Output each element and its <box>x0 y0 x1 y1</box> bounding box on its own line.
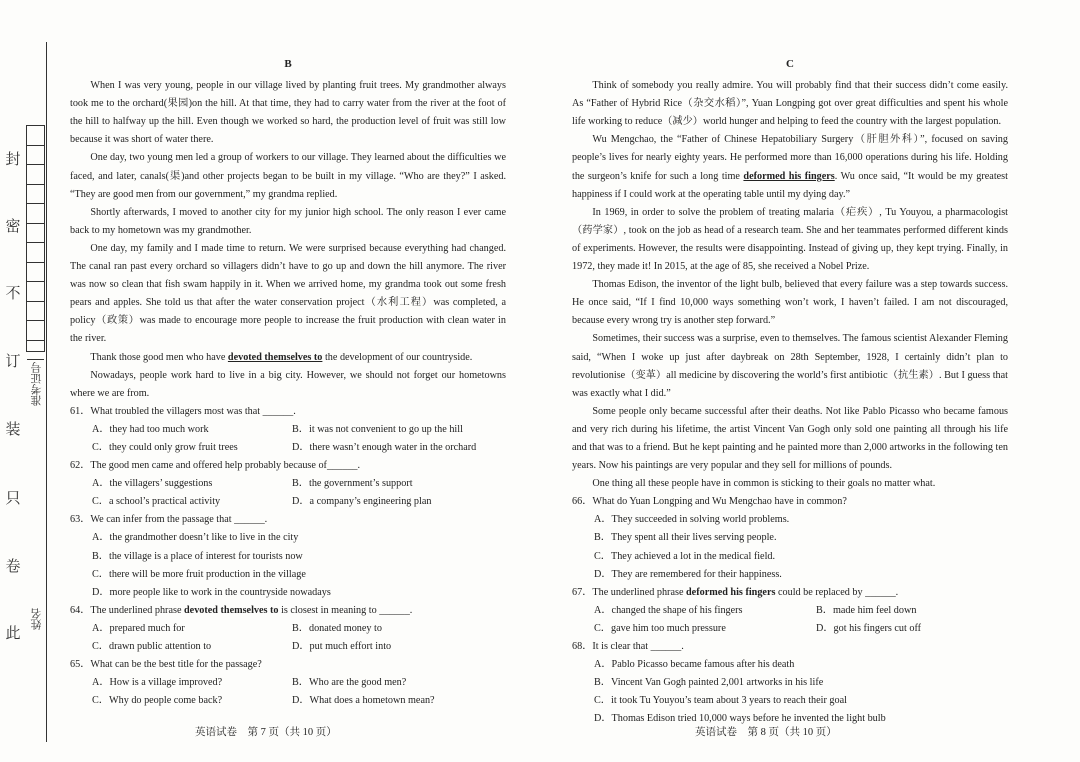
option[interactable]: A．prepared much for <box>92 622 185 634</box>
underlined-phrase: deformed his fingers <box>743 170 835 182</box>
underlined-phrase: devoted themselves to <box>227 351 323 363</box>
option[interactable]: B．Who are the good men? <box>292 677 407 689</box>
option[interactable]: D．put much effort into <box>292 641 392 652</box>
option[interactable]: B．the village is a place of interest for tourists now <box>92 550 303 562</box>
question-stem: 63．We can infer from the passage that ______. <box>70 514 268 526</box>
binding-line <box>46 42 47 742</box>
option[interactable]: B．it was not convenient to go up the hill <box>292 423 463 435</box>
seal-word: 只 <box>5 491 21 507</box>
seal-word: 装 <box>5 422 21 438</box>
option[interactable]: D．Thomas Edison tried 10,000 ways before he invented the light bulb <box>594 713 886 725</box>
paragraph: One day, my family and I made time to return. We were surprised because everything had changed. The canal ran past every orchard so villagers didn’t have to go up and down the hill anymore. The river was now so clean that fish swam happily in it. When we arrived home, my grandma took out some fresh pears and apples. She told us that after the water conservation project（水利工程）was completed, a policy（政策）was made to encourage more people to increase the fruit production with clean water in the river. <box>70 242 506 345</box>
paragraph: One day, two young men led a group of workers to our village. They learned about the difficulties we faced, and later, canals(渠)and other projects began to be built in my village. “Who are they?” I asked. “They are good men from our government,” my grandma replied. <box>70 152 506 200</box>
option[interactable]: A．They succeeded in solving world problems. <box>594 514 790 526</box>
question-stem: 66．What do Yuan Longping and Wu Mengchao have in common? <box>572 496 847 508</box>
option[interactable]: C．a school’s practical activity <box>92 496 221 508</box>
binding-margin <box>0 0 50 762</box>
options <box>70 674 506 710</box>
options <box>70 421 506 457</box>
option[interactable]: D．got his fingers cut off <box>816 622 922 634</box>
option[interactable]: A．the grandmother doesn’t like to live in the city <box>92 532 299 544</box>
paragraph: In 1969, in order to solve the problem of treating malaria（疟疾）, Tu Youyou, a pharmacologist（药学家）, took on the job as head of a research team. She and her teammates performed different kinds of experiments. However, the results were disappointing. Instead of giving up, they kept trying. Finally, in 1972, they made it! In 2015, at the age of 85, she received a Nobel Prize. <box>572 206 1008 273</box>
seal-word: 封 <box>5 152 21 168</box>
option[interactable]: D．more people like to work in the countryside nowadays <box>92 586 331 598</box>
options <box>70 620 506 656</box>
option[interactable]: C．they could only grow fruit trees <box>92 441 238 453</box>
page-footer-left: 英语试卷 第 7 页（共 10 页） <box>195 727 337 738</box>
paragraph: Thomas Edison, the inventor of the light bulb, believed that every failure was a step towards success. He once said, “If I find 10,000 ways something won’t work, I haven’t failed. I am not discouraged, because every wrong try is another step forward.” <box>572 279 1008 327</box>
question-stem: 62．The good men came and offered help probably because of______. <box>70 460 361 472</box>
option[interactable]: C．gave him too much pressure <box>594 622 726 634</box>
option[interactable]: B．Vincent Van Gogh painted 2,001 artworks in his life <box>594 677 824 689</box>
option[interactable]: C．drawn public attention to <box>92 641 212 652</box>
option[interactable]: D．a company’s engineering plan <box>292 496 432 508</box>
options <box>70 475 506 511</box>
option[interactable]: A．they had too much work <box>92 423 209 435</box>
page-footer-right: 英语试卷 第 8 页（共 10 页） <box>695 727 837 738</box>
option[interactable]: A．changed the shape of his fingers <box>594 604 743 616</box>
option[interactable]: B．donated money to <box>292 622 382 634</box>
paragraph: Nowadays, people work hard to live in a big city. However, we should not forget our hometowns where we are from. <box>70 369 506 399</box>
paragraph: One thing all these people have in common is sticking to their goals no matter what. <box>592 478 936 490</box>
option[interactable]: A．How is a village improved? <box>92 677 223 689</box>
paragraph: Wu Mengchao, the “Father of Chinese Hepatobiliary Surgery（肝胆外科）”, focused on saving people’s lives for nearly eighty years. He performed more than 16,000 operations during his life. Holding the surgeon’s knife for such a long time deformed his fingers. Wu once said, “It would be my greatest happiness if I could work at the operating table until my dying day.” <box>572 134 1008 200</box>
option[interactable]: D．They are remembered for their happiness. <box>594 568 782 580</box>
exam-number-label: 准考证号 <box>31 362 43 406</box>
section-title: B <box>284 58 292 70</box>
option[interactable]: D．there wasn’t enough water in the orchard <box>292 441 477 453</box>
option[interactable]: C．it took Tu Youyou’s team about 3 years to reach their goal <box>594 695 847 707</box>
seal-word: 卷 <box>5 559 21 575</box>
option[interactable]: B．made him feel down <box>816 604 917 616</box>
seal-word: 不 <box>5 286 21 302</box>
option[interactable]: B．They spent all their lives serving people. <box>594 532 777 544</box>
options <box>572 602 1008 638</box>
option[interactable]: B．the government’s support <box>292 478 413 490</box>
section-title: C <box>786 58 794 70</box>
exam-number-boxes[interactable] <box>26 125 45 352</box>
option[interactable]: A．Pablo Picasso became famous after his death <box>594 659 795 671</box>
name-label: 姓名 <box>31 608 43 630</box>
passage-c-column <box>572 55 1008 728</box>
option[interactable]: C．there will be more fruit production in the village <box>92 568 306 580</box>
paragraph: Some people only became successful after their deaths. Not like Pablo Picasso who became famous and very rich during his lifetime, the artist Vincent Van Gogh only sold one painting all through his life and that was to a friend. But he kept painting and he painted more than 2,000 artworks in the following ten years. Now his paintings are very popular and they sell for millions of pounds. <box>572 405 1008 472</box>
option[interactable]: C．Why do people come back? <box>92 695 223 707</box>
question-stem: 67．The underlined phrase deformed his fingers could be replaced by ______. <box>572 586 899 598</box>
question-stem: 61．What troubled the villagers most was that ______. <box>70 405 296 417</box>
paragraph: Thank those good men who have devoted themselves to the development of our countryside. <box>90 351 473 363</box>
seal-word: 密 <box>5 219 21 235</box>
option[interactable]: A．the villagers’ suggestions <box>92 478 213 490</box>
paragraph: When I was very young, people in our village lived by planting fruit trees. My grandmother always took me to the orchard(果园)on the hill. At that time, they had to carry water from the river at the foot of the hill to halfway up the hill. Even though we worked so hard, the production level of fruit was still low because it was short of water there. <box>70 80 506 146</box>
paragraph: Think of somebody you really admire. You will probably find that their success didn’t come easily. As “Father of Hybrid Rice（杂交水稻）”, Yuan Longping got over great difficulties and spent his whole life working to reduce（减少）world hunger and helping to feed the country with the largest population. <box>572 80 1008 128</box>
question-stem: 64．The underlined phrase devoted themselves to is closest in meaning to ______. <box>70 604 413 616</box>
option[interactable]: C．They achieved a lot in the medical field. <box>594 550 776 562</box>
seal-word: 此 <box>5 626 21 642</box>
passage-b-column <box>70 55 506 710</box>
seal-word: 订 <box>5 354 21 370</box>
question-stem: 65．What can be the best title for the passage? <box>70 659 262 671</box>
option[interactable]: D．What does a hometown mean? <box>292 695 435 707</box>
question-stem: 68．It is clear that ______. <box>572 641 684 652</box>
paragraph: Shortly afterwards, I moved to another city for my junior high school. The only reason I ever came back to my hometown was my grandmother. <box>70 206 506 236</box>
paragraph: Sometimes, their success was a surprise, even to themselves. The famous scientist Alexander Fleming said, “When I woke up just after daybreak on 28th September, 1928, I certainly didn’t plan to revolutionise（变革）all medicine by discovering the world’s first antibiotic（抗生素）. But I guess that was exactly what I did.” <box>572 333 1008 399</box>
